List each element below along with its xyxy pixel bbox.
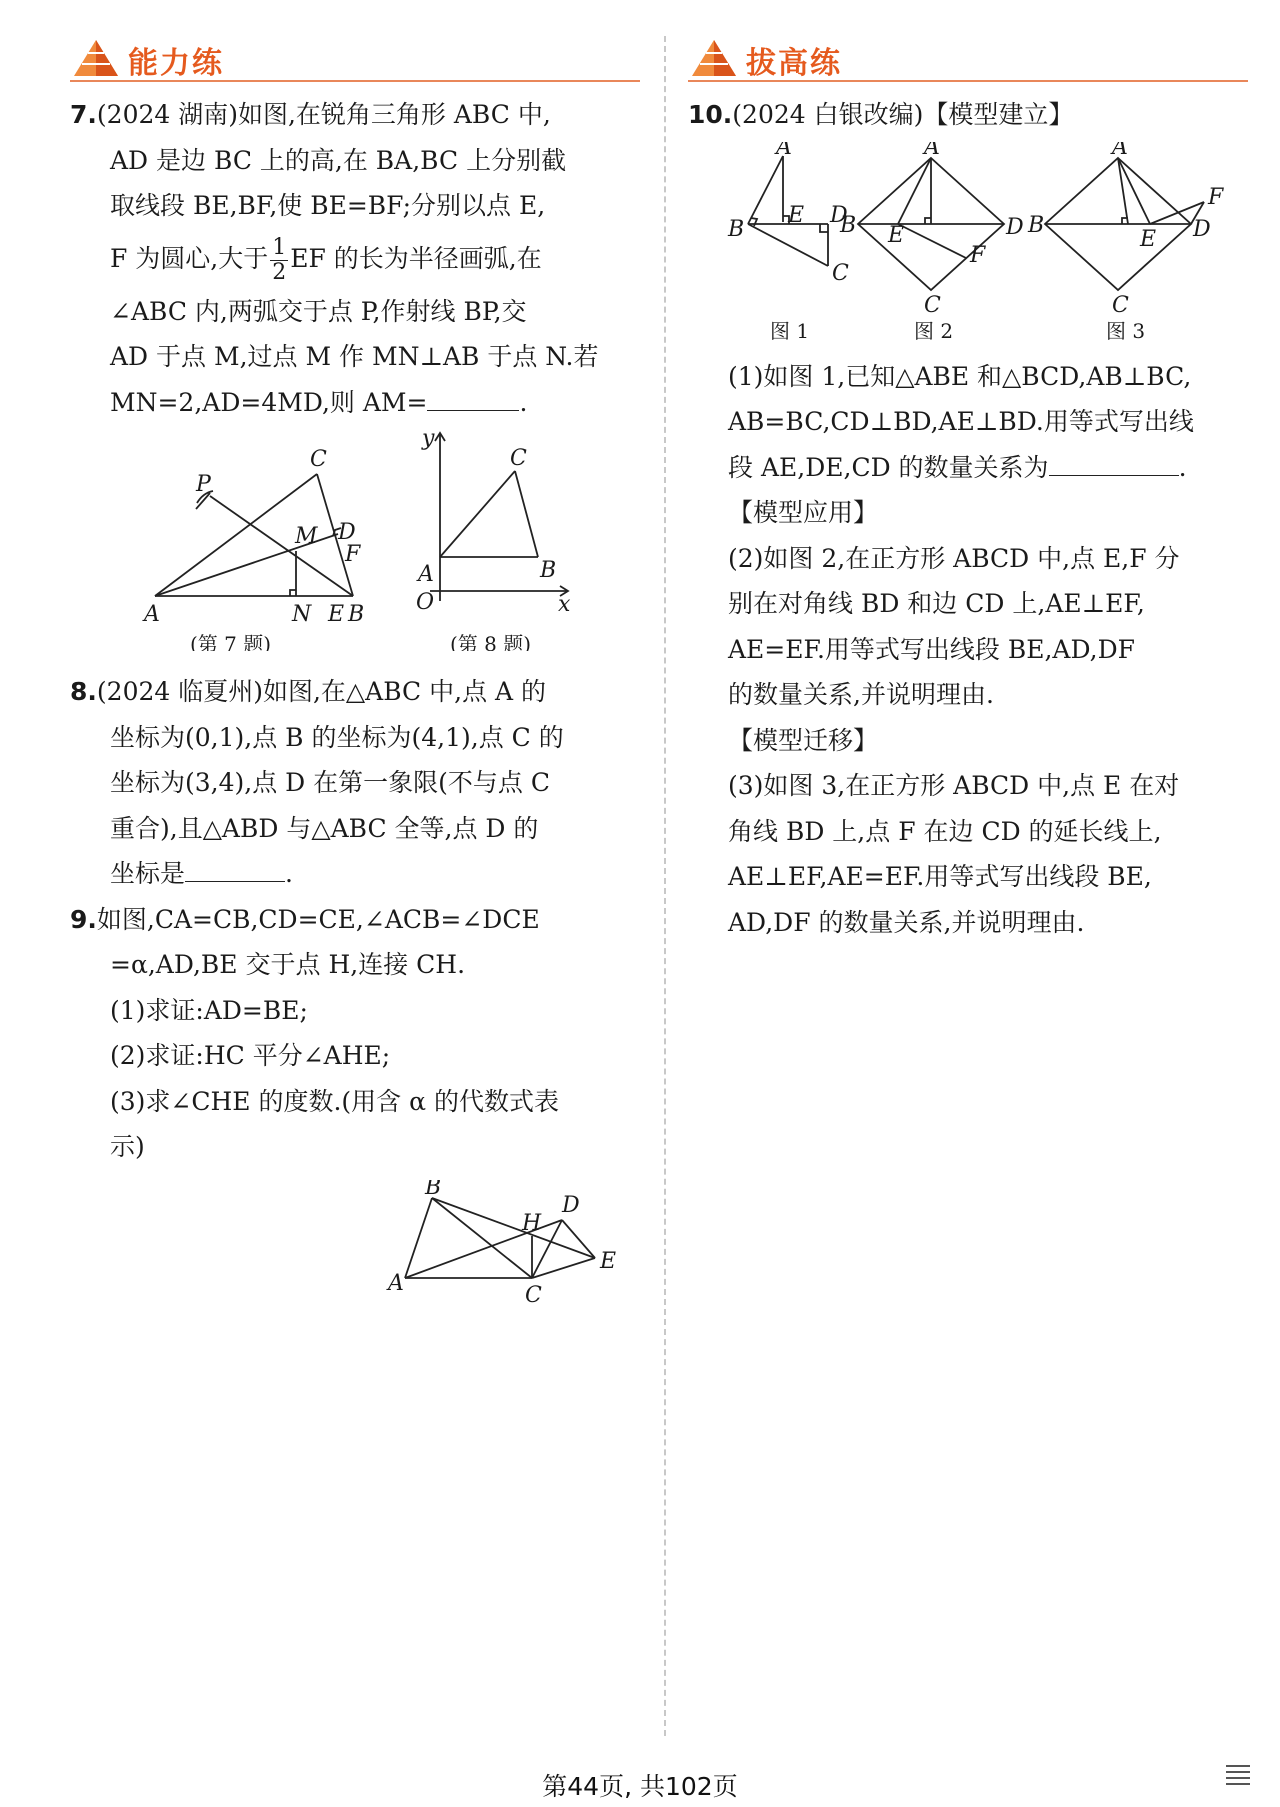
q9-line: 如图,CA=CB,CD=CE,∠ACB=∠DCE	[96, 904, 540, 934]
figure-10-2-caption: 图 2	[914, 318, 954, 343]
label-A: A	[388, 1270, 404, 1296]
section-title: 拔高练	[746, 46, 842, 81]
tag-model-transfer: 【模型迁移】	[728, 725, 879, 755]
fraction-numerator: 1	[272, 234, 287, 260]
q9-line: =α,AD,BE 交于点 H,连接 CH.	[110, 950, 466, 979]
label-B: B	[728, 216, 745, 242]
q8-line: 坐标为(0,1),点 B 的坐标为(4,1),点 C 的	[110, 722, 564, 752]
figure-10-3	[1027, 142, 1224, 343]
tag-model-build: 【模型建立】	[923, 100, 1074, 129]
q10-line: AD,DF 的数量关系,并说明理由.	[728, 907, 1085, 937]
label-D: D	[562, 1192, 580, 1218]
figure-10-1-caption: 图 1	[770, 318, 810, 343]
q10-line: AB=BC,CD⊥BD,AE⊥BD.用等式写出线	[728, 407, 1194, 436]
answer-blank[interactable]	[185, 853, 285, 882]
label-H: H	[522, 1210, 542, 1236]
label-B: B	[425, 1179, 442, 1200]
label-E: E	[788, 202, 805, 228]
question-number: 9.	[70, 904, 97, 934]
page-indicator: 第44页, 共102页	[542, 1772, 738, 1801]
label-B: B	[840, 212, 857, 238]
q7-line: AD 于点 M,过点 M 作 MN⊥AB 于点 N.若	[110, 342, 599, 371]
question-number: 7.	[70, 100, 97, 129]
question-10-parts	[688, 354, 1248, 946]
left-column	[70, 36, 640, 1320]
column-divider	[664, 36, 666, 1736]
pyramid-icon	[72, 38, 120, 78]
label-A: A	[776, 141, 792, 160]
figure-8-caption: (第 8 题)	[450, 632, 532, 651]
q10-line: (3)如图 3,在正方形 ABCD 中,点 E 在对	[728, 771, 1180, 800]
q10-line: 段 AE,DE,CD 的数量关系为	[728, 452, 1049, 482]
question-source: (2024 湖南)	[96, 100, 238, 129]
q7-line: ∠ABC 内,两弧交于点 P,作射线 BP,交	[110, 296, 527, 326]
label-C: C	[525, 1282, 542, 1308]
label-A: A	[418, 562, 434, 587]
question-source: (2024 白银改编)	[732, 100, 924, 129]
figures-7-8	[70, 431, 640, 651]
right-column	[688, 36, 1248, 945]
section-title: 能力练	[128, 46, 224, 81]
label-E: E	[1140, 226, 1157, 252]
q9-line: 示)	[110, 1132, 145, 1161]
pyramid-icon	[690, 38, 738, 78]
q8-line: 重合),且△ABD 与△ABC 全等,点 D 的	[110, 813, 539, 843]
figures-10	[688, 142, 1248, 354]
label-F: F	[345, 542, 361, 567]
label-D: D	[830, 202, 848, 228]
q7-line: 如图,在锐角三角形 ABC 中,	[237, 100, 551, 129]
label-P: P	[196, 472, 211, 497]
figure-9-diagram	[70, 1180, 640, 1320]
q10-line: (1)如图 1,已知△ABE 和△BCD,AB⊥BC,	[728, 361, 1192, 391]
label-O: O	[416, 590, 435, 615]
q10-end: .	[1178, 452, 1187, 482]
label-E: E	[328, 602, 345, 627]
label-B: B	[1028, 212, 1045, 238]
q8-end: .	[285, 859, 293, 888]
tag-model-apply: 【模型应用】	[728, 498, 879, 527]
label-C: C	[510, 446, 527, 471]
q10-line: 别在对角线 BD 和边 CD 上,AE⊥EF,	[728, 589, 1145, 618]
q10-line: 的数量关系,并说明理由.	[728, 680, 994, 709]
question-10	[688, 92, 1248, 138]
q8-line: 坐标为(3,4),点 D 在第一象限(不与点 C	[110, 768, 550, 797]
label-E: E	[888, 222, 905, 248]
figure-10-2	[839, 142, 1024, 343]
label-B: B	[540, 558, 557, 583]
figure-9	[70, 1180, 640, 1320]
label-D: D	[1193, 216, 1211, 242]
q7-line: 取线段 BE,BF,使 BE=BF;分别以点 E,	[110, 191, 546, 220]
label-B: B	[348, 602, 365, 627]
fraction-denominator: 2	[272, 259, 287, 285]
fraction	[270, 236, 288, 285]
q8-line: 坐标是	[110, 859, 186, 888]
figure-7-diagram	[70, 431, 640, 651]
q10-line: 角线 BD 上,点 F 在边 CD 的延长线上,	[728, 816, 1162, 846]
section-header-ability	[70, 36, 640, 82]
label-F: F	[1208, 184, 1224, 210]
label-E: E	[600, 1248, 617, 1274]
q7-end: .	[519, 387, 528, 417]
question-8	[70, 669, 640, 897]
question-source: (2024 临夏州)	[96, 677, 263, 706]
figure-10-diagrams	[688, 142, 1248, 354]
answer-blank[interactable]	[427, 382, 519, 411]
label-M: M	[295, 524, 318, 549]
question-number: 8.	[70, 677, 97, 706]
answer-blank[interactable]	[1049, 447, 1179, 476]
question-7	[70, 92, 640, 425]
q7-line: AD 是边 BC 上的高,在 BA,BC 上分别截	[110, 145, 567, 175]
q9-line: (1)求证:AD=BE;	[110, 995, 308, 1025]
label-N: N	[292, 602, 312, 627]
label-C: C	[310, 447, 327, 472]
q7-line: EF 的长为半径画弧,在	[290, 243, 542, 273]
q7-line: MN=2,AD=4MD,则 AM=	[110, 387, 428, 417]
menu-icon[interactable]	[1224, 1762, 1252, 1788]
label-C: C	[832, 260, 849, 286]
q10-line: AE=EF.用等式写出线段 BE,AD,DF	[728, 634, 1135, 664]
label-D: D	[1006, 214, 1024, 240]
question-number: 10.	[688, 100, 733, 129]
q8-line: 如图,在△ABC 中,点 A 的	[262, 677, 547, 706]
label-A: A	[144, 602, 160, 627]
q10-line: AE⊥EF,AE=EF.用等式写出线段 BE,	[728, 862, 1152, 891]
label-F: F	[970, 242, 986, 268]
label-C: C	[1112, 292, 1129, 318]
figure-8-diagram	[416, 431, 571, 651]
question-9	[70, 897, 640, 1170]
label-D: D	[338, 520, 356, 545]
figure-10-3-caption: 图 3	[1106, 318, 1146, 343]
q9-line: (3)求∠CHE 的度数.(用含 α 的代数式表	[110, 1086, 559, 1116]
q7-line: F 为圆心,大于	[110, 243, 269, 273]
label-A: A	[924, 141, 940, 160]
section-header-advanced	[688, 36, 1248, 82]
q9-line: (2)求证:HC 平分∠AHE;	[110, 1041, 391, 1070]
label-A: A	[1112, 141, 1128, 160]
label-C: C	[924, 292, 941, 318]
label-x: x	[558, 592, 571, 617]
figure-7-caption: (第 7 题)	[190, 632, 272, 651]
q10-line: (2)如图 2,在正方形 ABCD 中,点 E,F 分	[728, 543, 1180, 573]
label-y: y	[422, 431, 435, 451]
figure-10-1	[727, 142, 849, 343]
